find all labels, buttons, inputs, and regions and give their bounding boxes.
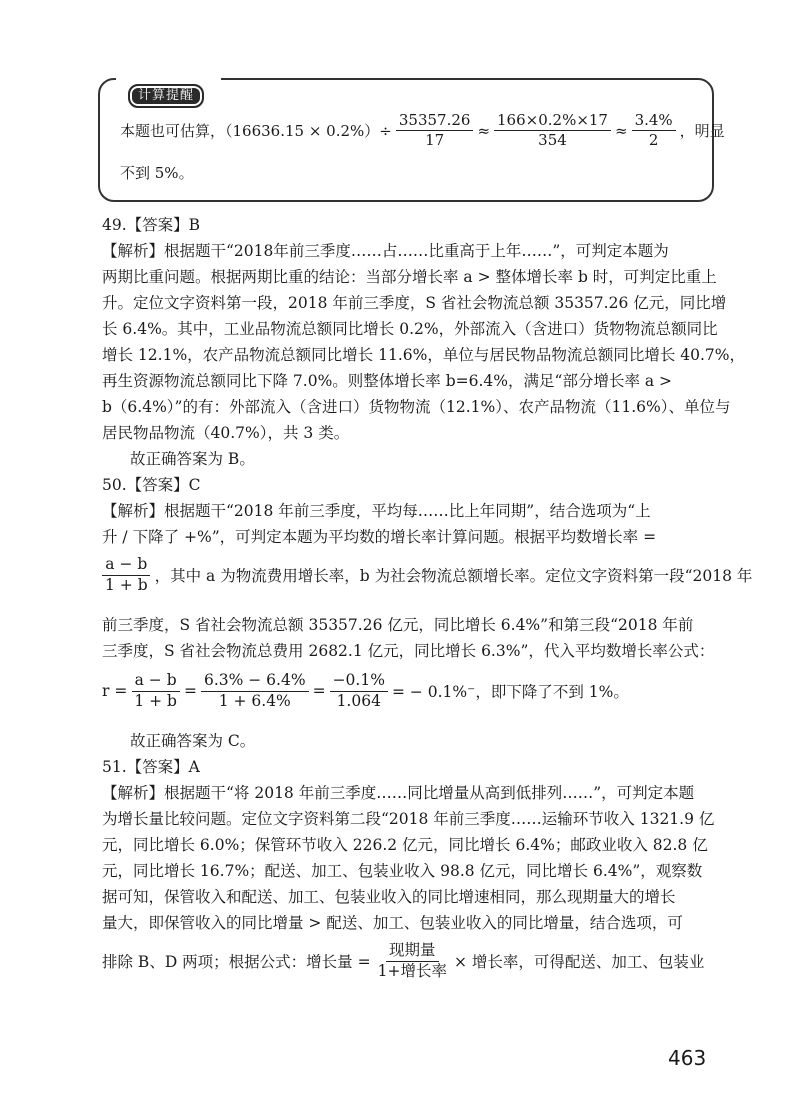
q50-paragraph-line: 【解析】根据题干“2018 年前三季度，平均每……比上年同期”，结合选项为“上 [102, 502, 651, 520]
q51-paragraph-line: 元，同比增长 6.0%；保管环节收入 226.2 亿元，同比增长 6.4%；邮政业收入 82.8 亿 [102, 836, 708, 854]
q50-eq-fraction-3: $\frac{-0.1\%}{1.064}$ [330, 672, 388, 711]
q51-answer-title: 51.【答案】A [102, 758, 200, 776]
q50-paragraph-line: 升 / 下降了 +%”，可判定本题为平均数的增长率计算问题。根据平均数增长率 = [102, 528, 657, 546]
tip-fraction-3: $\frac{3.4\%}{2}$ [632, 112, 676, 150]
tip-fraction-1: $\frac{35357.26}{17}$ [396, 112, 474, 150]
tip-label: 计算提醒 [128, 84, 204, 108]
q51-paragraph-line: 据可知，保管收入和配送、加工、包装业收入的同比增速相同，那么现期量大的增长 [102, 888, 676, 906]
tip-text-pre: 本题也可估算，（16636.15 × 0.2%）÷ [120, 122, 392, 141]
q49-paragraph-line: 增长 12.1%，农产品物流总额同比增长 11.6%，单位与居民物品物流总额同比增长 40.7%， [102, 346, 746, 364]
q50-answer-title: 50.【答案】C [102, 476, 201, 494]
q51-paragraph-line: 【解析】根据题干“将 2018 年前三季度……同比增量从高到低排列……”，可判定本题 [102, 784, 695, 802]
q49-paragraph-line: 升。定位文字资料第一段，2018 年前三季度，S 省社会物流总额 35357.26 亿元，同比增 [102, 294, 727, 312]
tip-fraction-2: $\frac{166\times 0.2\%\times 17}{354}$ [494, 112, 611, 150]
q49-paragraph-line: 两期比重问题。根据两期比重的结论：当部分增长率 a > 整体增长率 b 时，可判定比重上 [102, 268, 717, 286]
q51-fraction: $\frac{\text{现期量}}{\text{1+增长率}}$ [377, 941, 447, 980]
q51-paragraph-line: 为增长量比较问题。定位文字资料第二段“2018 年前三季度……运输环节收入 1321.9 亿 [102, 810, 715, 828]
q50-eq-fraction-2: $\frac{6.3\% - 6.4\%}{1 + 6.4\%}$ [201, 672, 309, 711]
q49-paragraph-line: b（6.4%）”的有：外部流入（含进口）货物物流（12.1%）、农产品物流（11.6%）、单位与 [102, 398, 731, 416]
q49-paragraph-line: 【解析】根据题干“2018年前三季度……占……比重高于上年……”，可判定本题为 [102, 242, 669, 260]
q49-paragraph-line: 居民物品物流（40.7%），共 3 类。 [102, 424, 350, 442]
q49-paragraph-line: 长 6.4%。其中，工业品物流总额同比增长 0.2%，外部流入（含进口）货物物流总额同比 [102, 320, 718, 338]
q51-formula-line: 排除 B、D 两项；根据公式：增长量 = $\frac{\text{现期量}}{\text{1+增长率}}$ × 增长率，可得配送、加工、包装业 [102, 941, 705, 980]
q51-paragraph-line: 量大，即保管收入的同比增量 > 配送、加工、包装业收入的同比增量，结合选项，可 [102, 914, 683, 932]
q50-eq-fraction-1: $\frac{a - b}{1 + b}$ [131, 672, 180, 711]
q50-fraction: $\frac{a - b}{1 + b}$ [102, 556, 151, 595]
tip-formula-line: 本题也可估算，（16636.15 × 0.2%）÷ $\frac{35357.26}{17}$ ≈ $\frac{166\times 0.2\%\times 17}{354}$ ≈ $\frac{3.4\%}{2}$ ，明显 [120, 111, 725, 150]
q49-paragraph-line: 再生资源物流总额同比下降 7.0%。则整体增长率 b=6.4%，满足“部分增长率 a > [102, 372, 673, 390]
q51-paragraph-line: 元，同比增长 16.7%；配送、加工、包装业收入 98.8 亿元，同比增长 6.4%”，观察数 [102, 862, 703, 880]
q50-equation-line: r = $\frac{a - b}{1 + b}$ = $\frac{6.3\% - 6.4\%}{1 + 6.4\%}$ = $\frac{-0.1\%}{1.064}$ = − 0.1%⁻，即下降了不到 1%。 [102, 671, 629, 710]
q49-conclusion: 故正确答案为 B。 [130, 450, 255, 468]
q50-paragraph-line: 前三季度，S 省社会物流总额 35357.26 亿元，同比增长 6.4%”和第三段“2018 年前 [102, 616, 694, 634]
q50-conclusion: 故正确答案为 C。 [130, 732, 256, 750]
q49-answer-title: 49.【答案】B [102, 216, 201, 234]
page-number: 463 [668, 1046, 707, 1070]
tip-text-line2: 不到 5%。 [120, 164, 194, 182]
q50-paragraph-line: 三季度，S 省社会物流总费用 2682.1 亿元，同比增长 6.3%”，代入平均数增长率公式： [102, 642, 715, 660]
q50-formula-line: $\frac{a - b}{1 + b}$ ，其中 a 为物流费用增长率，b 为社会物流总额增长率。定位文字资料第一段“2018 年 [102, 556, 752, 595]
